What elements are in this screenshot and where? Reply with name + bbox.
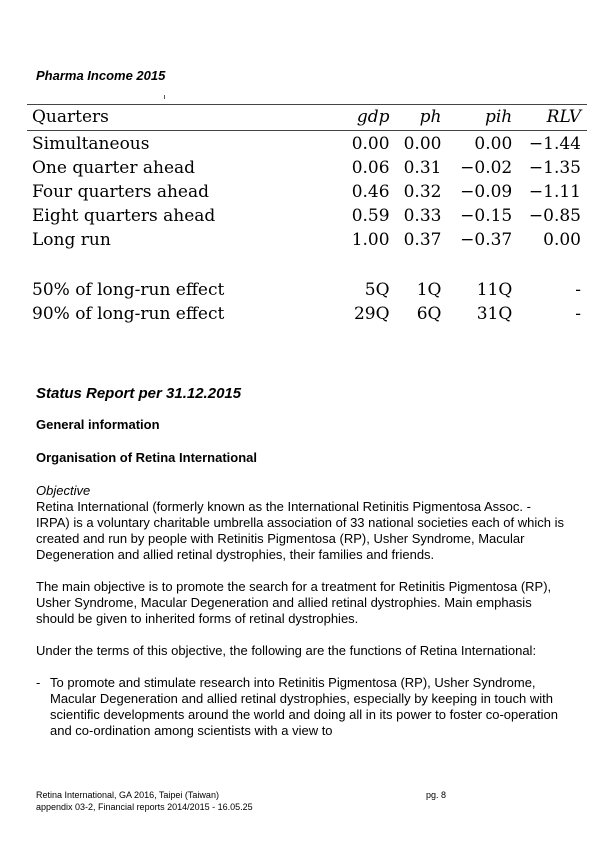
cell-gdp: 29Q [353,303,390,324]
cell-ph: 1Q [416,279,442,300]
organisation-heading: Organisation of Retina International [36,450,258,465]
table-row [27,203,587,227]
cell-gdp: 0.46 [351,181,390,202]
cell-ph: 6Q [416,303,442,324]
cell-gdp: 0.59 [351,205,390,226]
cell-rlv: - [575,303,581,324]
table-row [27,227,587,251]
cell-rlv: −0.85 [528,205,581,226]
table-spacer-row [27,251,587,277]
long-run-effects-table [27,104,587,325]
cell-ph: 0.31 [403,157,442,178]
cell-gdp: 5Q [364,279,390,300]
page-footer [36,789,566,813]
table-row [27,131,587,156]
table-row [27,301,587,325]
cell-pih: 0.00 [474,133,513,154]
header-gdp: gdp [356,107,390,127]
table-row [27,179,587,203]
cell-rlv: −1.44 [528,133,581,154]
paragraph-main-objective: The main objective is to promote the search for a treatment for Retinitis Pigmentosa (RP), Usher Syndrome, Macular Degeneration and allied retinal dystrophies. Main emphasis should be given to inherited forms of retinal dystrophies. [36,579,552,626]
cell-pih: 11Q [476,279,513,300]
row-label: Four quarters ahead [32,181,209,202]
page-number: pg. 8 [426,790,447,800]
header-quarters: Quarters [32,107,109,127]
cell-pih: −0.37 [460,229,513,250]
list-item [36,675,566,739]
effects-table [27,104,587,325]
status-report-title: Status Report per 31.12.2015 [36,385,242,402]
cell-gdp: 0.00 [351,133,390,154]
paragraph-intro: Retina International (formerly known as the International Retinitis Pigmentosa Assoc. - IRPA) is a voluntary charitable umbrella association of 33 national societies each of which is created and run by people with Retinitis Pigmentosa (RP), Usher Syndrome, Macular Degeneration and allied retinal dystrophies, their families and friends. [36,499,564,562]
header-rlv: RLV [546,107,581,127]
general-information-heading: General information [36,417,160,432]
cell-rlv: −1.35 [528,157,581,178]
paragraph-functions: Under the terms of this objective, the following are the functions of Retina International: [36,643,537,658]
footer-line-2: appendix 03-2, Financial reports 2014/2015 - 16.05.25 [36,802,253,812]
row-label: Simultaneous [32,133,150,154]
row-label: Long run [32,229,111,250]
cell-rlv: 0.00 [543,229,581,250]
bullet-text: To promote and stimulate research into Retinitis Pigmentosa (RP), Usher Syndrome, Macular Degeneration and allied retinal dystrophies, especially by keeping in touch with scientific developments around the world and doing all in its power to foster co-operation and co-ordination among scientists with a view to [50,675,559,738]
cell-gdp: 1.00 [351,229,390,250]
cell-pih: −0.02 [460,157,513,178]
header-pih: pih [484,107,513,127]
header-ph: ph [419,107,442,127]
row-label: One quarter ahead [32,157,196,178]
cell-ph: 0.32 [403,181,442,202]
row-label: 50% of long-run effect [32,279,225,300]
cell-ph: 0.33 [403,205,442,226]
bullet-dash: - [36,675,41,690]
row-label: 90% of long-run effect [32,303,225,324]
pharma-income-title: Pharma Income 2015 [36,68,166,83]
tick-mark [164,95,165,99]
cell-pih: −0.09 [460,181,513,202]
row-label: Eight quarters ahead [32,205,216,226]
cell-ph: 0.00 [403,133,442,154]
objective-label: Objective [36,483,91,498]
cell-rlv: - [575,279,581,300]
table-row [27,277,587,301]
table-row [27,155,587,179]
cell-rlv: −1.11 [528,181,581,202]
cell-ph: 0.37 [403,229,442,250]
table-header-row [27,105,587,131]
cell-gdp: 0.06 [351,157,390,178]
footer-line-1: Retina International, GA 2016, Taipei (Taiwan) [36,790,219,800]
status-report-section [36,386,566,739]
cell-pih: 31Q [476,303,513,324]
cell-pih: −0.15 [460,205,513,226]
